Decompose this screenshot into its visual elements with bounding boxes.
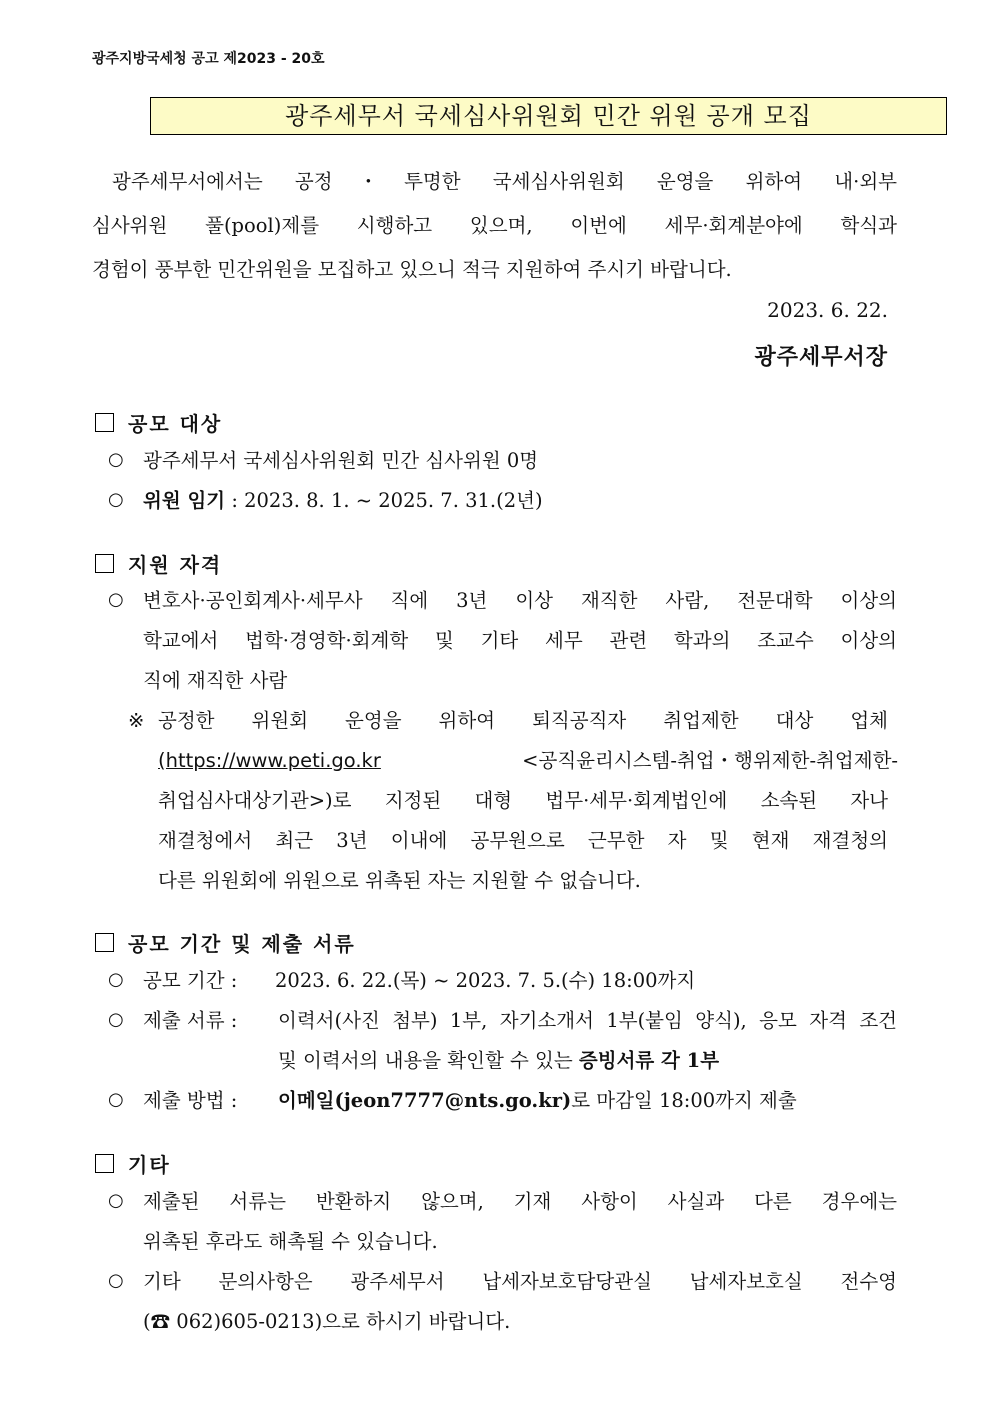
email-address[interactable]: 이메일(jeon7777@nts.go.kr) — [278, 1089, 572, 1112]
section-heading-label: 공모 대상 — [128, 412, 223, 436]
intro-paragraph — [92, 160, 897, 292]
docs-line: 이력서(사진 첨부) 1부, 자기소개서 1부(붙임 양식), 응모 자격 조건 — [278, 1009, 897, 1032]
intro-line: 경험이 풍부한 민간위원을 모집하고 있으니 적극 지원하여 주시기 바랍니다. — [92, 258, 732, 281]
term-value: : 2023. 8. 1. ~ 2025. 7. 31.(2년) — [231, 489, 543, 512]
note-line — [158, 741, 898, 781]
bullet-icon: ○ — [108, 589, 124, 610]
note-line: 다른 위원회에 위원으로 위촉된 자는 지원할 수 없습니다. — [158, 869, 641, 892]
etc-line: (☎ 062)605-0213)으로 하시기 바랍니다. — [143, 1310, 511, 1333]
page-title: 광주세무서 국세심사위원회 민간 위원 공개 모집 — [150, 97, 947, 135]
period-label: 공모 기간 : — [143, 969, 238, 992]
etc-line: 위촉된 후라도 해촉될 수 있습니다. — [143, 1230, 438, 1253]
intro-line: 심사위원 풀(pool)제를 시행하고 있으며, 이번에 세무·회계분야에 학식과 — [92, 214, 897, 237]
checkbox-square-icon — [95, 413, 114, 432]
docs-text: 및 이력서의 내용을 확인할 수 있는 — [278, 1049, 573, 1072]
note-line-text: <공직윤리시스템-취업・행위제한-취업제한- — [522, 749, 898, 772]
method-value — [278, 1081, 797, 1121]
notice-number: 광주지방국세청 공고 제2023 - 20호 — [92, 51, 325, 67]
notice-date: 2023. 6. 22. — [767, 298, 888, 322]
target-item: 광주세무서 국세심사위원회 민간 심사위원 0명 — [143, 449, 539, 472]
checkbox-square-icon — [95, 1154, 114, 1173]
note-line: 취업심사대상기관>)로 지정된 대형 법무·세무·회계법인에 소속된 자나 — [158, 789, 888, 812]
peti-link[interactable]: (https://www.peti.go.kr — [158, 749, 381, 772]
etc-line: 제출된 서류는 반환하지 않으며, 기재 사항이 사실과 다른 경우에는 — [143, 1190, 897, 1213]
method-label: 제출 방법 : — [143, 1089, 238, 1112]
intro-line: 광주세무서에서는 공정・투명한 국세심사위원회 운영을 위하여 내·외부 — [112, 170, 897, 193]
bullet-icon: ○ — [108, 1089, 124, 1110]
note-mark-icon: ※ — [128, 709, 145, 732]
section-heading-etc — [95, 1149, 171, 1178]
section-heading-period — [95, 928, 356, 957]
term-label: 위원 임기 — [143, 489, 226, 512]
note-line: 공정한 위원회 운영을 위하여 퇴직공직자 취업제한 대상 업체 — [158, 709, 888, 732]
section-heading-qualification — [95, 549, 222, 578]
signer: 광주세무서장 — [754, 344, 888, 370]
section-heading-label: 기타 — [128, 1153, 171, 1177]
docs-line — [278, 1041, 719, 1081]
bullet-icon: ○ — [108, 1270, 124, 1291]
note-line: 재결청에서 최근 3년 이내에 공무원으로 근무한 자 및 현재 재결청의 — [158, 829, 888, 852]
section-heading-label: 지원 자격 — [128, 553, 223, 577]
period-value: 2023. 6. 22.(목) ~ 2023. 7. 5.(수) 18:00까지 — [275, 969, 696, 992]
method-text: 로 마감일 18:00까지 제출 — [571, 1089, 797, 1112]
bullet-icon: ○ — [108, 489, 124, 510]
bullet-icon: ○ — [108, 1190, 124, 1211]
qualification-line: 학교에서 법학·경영학·회계학 및 기타 세무 관련 학과의 조교수 이상의 — [143, 629, 897, 652]
section-heading-label: 공모 기간 및 제출 서류 — [128, 932, 356, 956]
docs-emphasis: 증빙서류 각 1부 — [578, 1049, 720, 1072]
bullet-icon: ○ — [108, 969, 124, 990]
bullet-icon: ○ — [108, 449, 124, 470]
term-item — [143, 481, 543, 521]
section-heading-target — [95, 408, 222, 437]
checkbox-square-icon — [95, 554, 114, 573]
bullet-icon: ○ — [108, 1009, 124, 1030]
docs-label: 제출 서류 : — [143, 1009, 238, 1032]
checkbox-square-icon — [95, 933, 114, 952]
etc-line: 기타 문의사항은 광주세무서 납세자보호담당관실 납세자보호실 전수영 — [143, 1270, 897, 1293]
qualification-line: 직에 재직한 사람 — [143, 669, 288, 692]
qualification-line: 변호사·공인회계사·세무사 직에 3년 이상 재직한 사람, 전문대학 이상의 — [143, 589, 897, 612]
